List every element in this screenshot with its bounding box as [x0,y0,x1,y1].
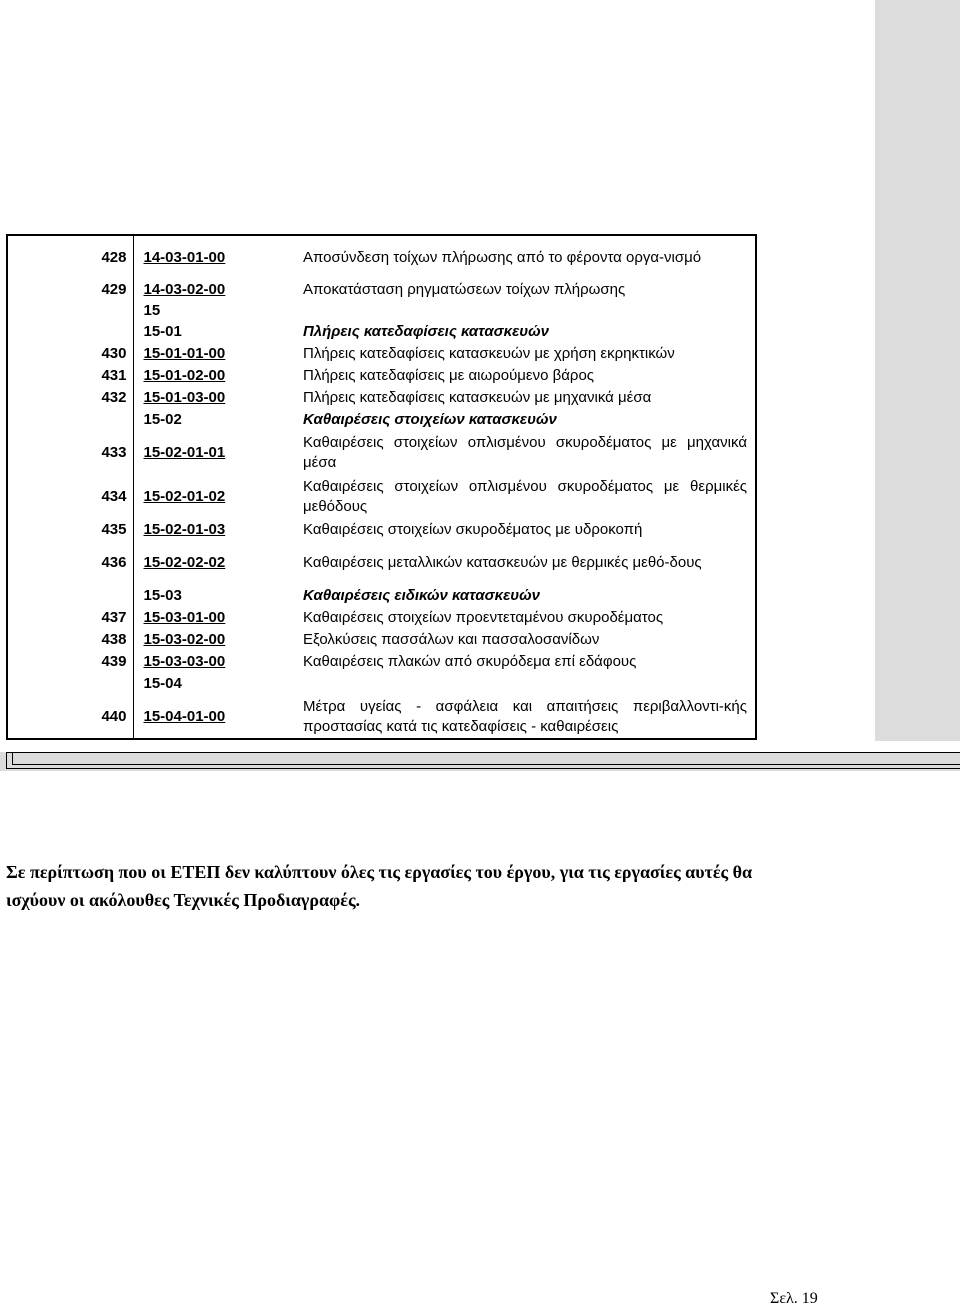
table-row [7,541,756,585]
row-number: 436 [7,541,133,585]
table-row [7,673,756,695]
row-code: 15-02-01-01 [143,444,226,461]
row-number [7,585,133,607]
table-row [7,651,756,673]
table-row [7,431,756,475]
row-number: 432 [7,387,133,409]
row-description: Καθαιρέσεις στοιχείων κατασκευών [303,411,557,428]
page-number: Σελ. 19 [770,1290,818,1307]
applicability-note: Σε περίπτωση που οι ΕΤΕΠ δεν καλύπτουν όλες τις εργασίες του έργου, για τις εργασίες αυτές θα ισχύουν οι ακόλουθες Τεχνικές Προδιαγραφές. [6,862,753,910]
row-number: 440 [7,695,133,739]
row-code: 15-02-01-02 [143,488,226,505]
table-row [7,695,756,739]
row-description: Πλήρεις κατεδαφίσεις με αιωρούμενο βάρος [303,367,595,384]
table-row [7,301,756,321]
row-description: Μέτρα υγείας - ασφάλεια και απαιτήσεις περιβαλλοντι-κής προστασίας κατά τις κατεδαφίσεις - καθαιρέσεις [303,697,747,735]
row-code-cell [133,519,295,541]
row-description: Αποκατάσταση ρηγματώσεων τοίχων πλήρωσης [303,281,626,298]
row-code-cell [133,321,295,343]
row-code: 15-01-01-00 [143,345,226,362]
row-number: 433 [7,431,133,475]
row-code-cell [133,475,295,519]
row-code-cell [133,343,295,365]
row-description [295,673,756,695]
row-description: Καθαιρέσεις στοιχείων σκυροδέματος με υδροκοπή [303,521,643,538]
row-description: Πλήρεις κατεδαφίσεις κατασκευών με χρήση εκρηκτικών [303,345,675,362]
row-description: Καθαιρέσεις πλακών από σκυρόδεμα επί εδάφους [303,653,637,670]
row-code-cell [133,629,295,651]
row-number [7,673,133,695]
table-row [7,629,756,651]
row-number: 429 [7,279,133,301]
row-code: 15-03-02-00 [143,631,226,648]
table-row [7,607,756,629]
row-code: 15-02-02-02 [143,554,226,571]
row-number: 439 [7,651,133,673]
row-number: 430 [7,343,133,365]
row-code: 15-03-01-00 [143,609,226,626]
row-code-cell [133,695,295,739]
row-code: 15-03 [143,587,182,604]
row-description: Καθαιρέσεις ειδικών κατασκευών [303,587,541,604]
row-description: Καθαιρέσεις στοιχείων οπλισμένου σκυροδέματος με θερμικές μεθόδους [303,478,747,515]
row-description: Εξολκύσεις πασσάλων και πασσαλοσανίδων [303,631,600,648]
table-row [7,585,756,607]
row-code-cell [133,585,295,607]
specifications-table [6,234,757,740]
table-row [7,235,756,279]
table-row [7,475,756,519]
row-description: Καθαιρέσεις μεταλλικών κατασκευών με θερμικές μεθό-δους [303,554,702,571]
row-code: 15-02 [143,411,182,428]
row-code: 15-04 [143,675,182,692]
row-description [295,301,756,321]
row-code: 14-03-02-00 [143,281,226,298]
row-code-cell [133,431,295,475]
row-number [7,321,133,343]
row-description: Πλήρεις κατεδαφίσεις κατασκευών με μηχανικά μέσα [303,389,652,406]
row-number: 437 [7,607,133,629]
row-code: 14-03-01-00 [143,248,226,266]
row-code-cell [133,541,295,585]
row-description: Καθαιρέσεις στοιχείων οπλισμένου σκυροδέματος με μηχανικά μέσα [303,434,747,471]
row-code-cell [133,607,295,629]
row-code-cell [133,301,295,321]
row-code-cell [133,235,295,279]
row-code: 15-01-03-00 [143,389,226,406]
row-number: 438 [7,629,133,651]
row-code: 15 [143,302,161,319]
row-code-cell [133,673,295,695]
row-code: 15-04-01-00 [143,707,226,725]
margin-shading [875,0,960,741]
row-code: 15-01-02-00 [143,367,226,384]
row-code-cell [133,409,295,431]
table-row [7,409,756,431]
row-description: Αποσύνδεση τοίχων πλήρωσης από το φέροντα οργα-νισμό [303,248,702,266]
table-row [7,321,756,343]
row-number: 434 [7,475,133,519]
row-code: 15-03-03-00 [143,653,226,670]
specifications-table-body [7,235,756,739]
row-code-cell [133,365,295,387]
row-code-cell [133,387,295,409]
row-number [7,409,133,431]
row-code: 15-02-01-03 [143,521,226,538]
table-row [7,519,756,541]
table-row [7,279,756,301]
row-number: 435 [7,519,133,541]
section-divider-inner [12,753,960,765]
table-row [7,365,756,387]
row-description: Πλήρεις κατεδαφίσεις κατασκευών [303,323,550,340]
row-description: Καθαιρέσεις στοιχείων προεντεταμένου σκυροδέματος [303,609,664,626]
row-number: 431 [7,365,133,387]
row-number [7,301,133,321]
row-code-cell [133,279,295,301]
row-code: 15-01 [143,323,182,340]
row-code-cell [133,651,295,673]
row-number: 428 [7,235,133,279]
table-row [7,387,756,409]
table-row [7,343,756,365]
